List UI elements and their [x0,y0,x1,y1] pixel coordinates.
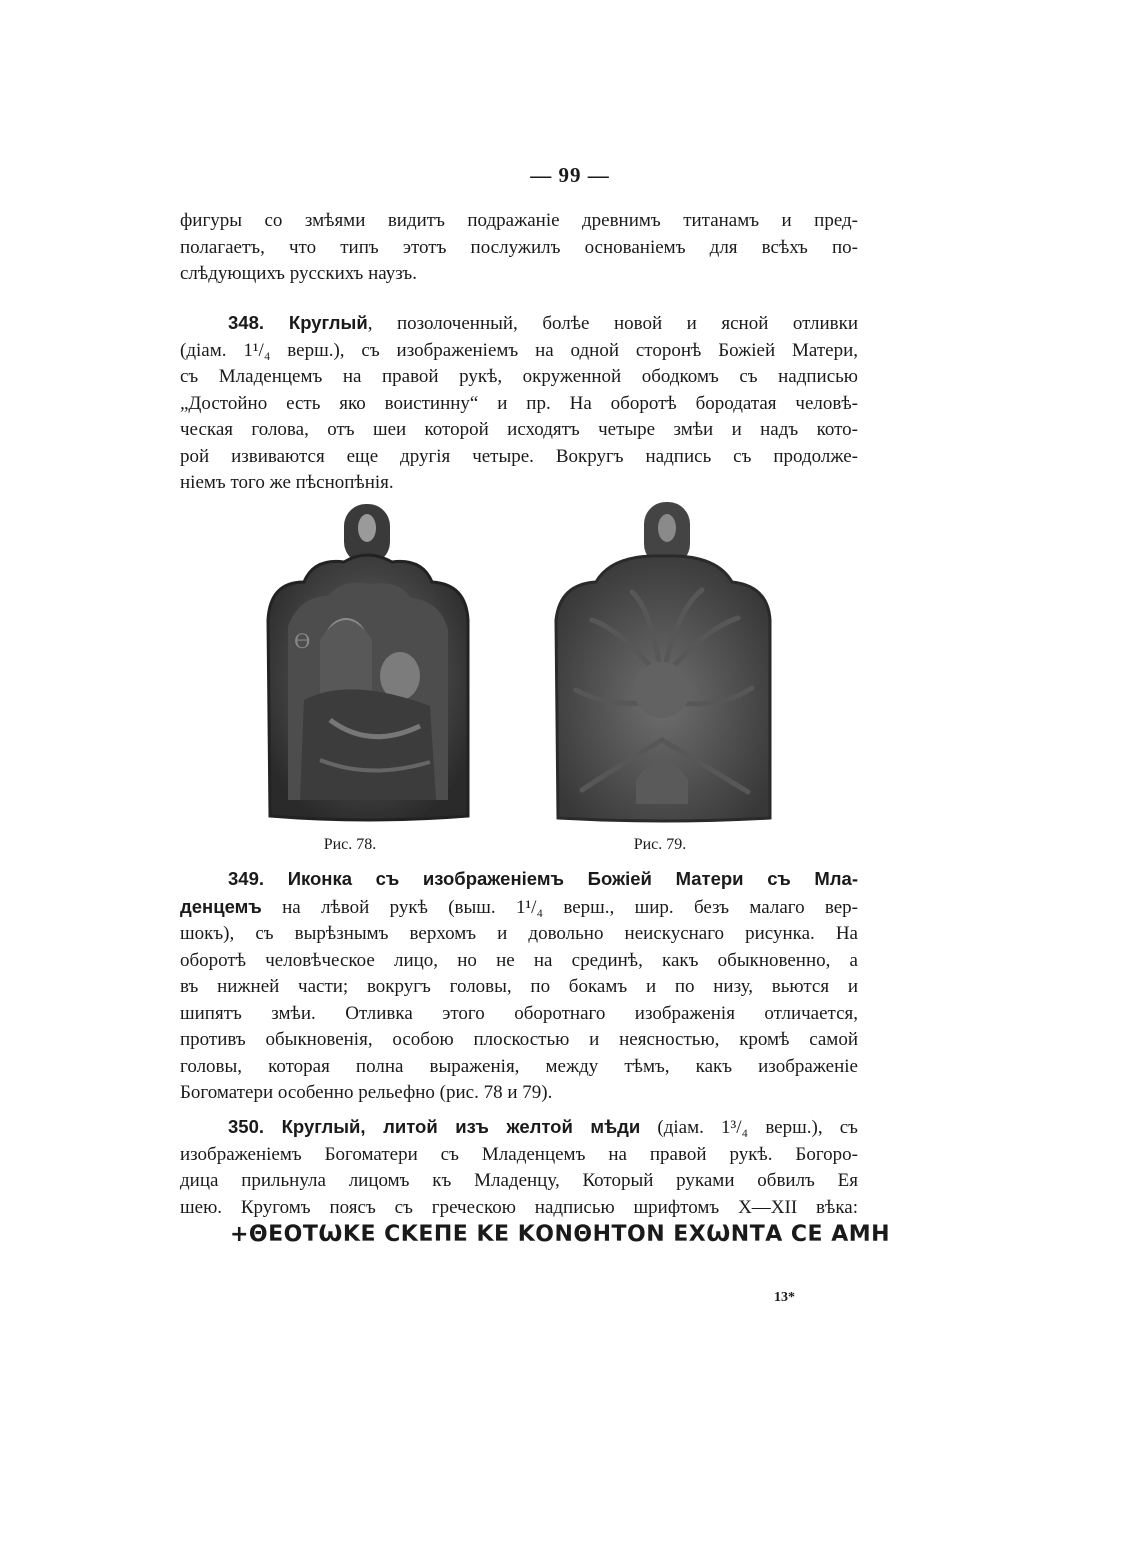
entry-title: Иконка съ изображеніемъ Божіей Матери съ Мла- [287,868,859,889]
page-number: — 99 — [530,163,610,187]
text-line: головы, которая полна выраженія, между тѣмъ, какъ изображеніе [180,1055,858,1077]
intro-paragraph [180,208,858,288]
figure-78-icon-obverse [260,500,476,824]
text-line: полагаетъ, что типъ этотъ послужилъ основаніемъ для всѣхъ по- [180,236,858,258]
text-line: противъ обыкновенія, особою плоскостью и неясностью, кромѣ самой [180,1029,858,1050]
text-line: „Достойно есть яко воистинну“ и пр. На оборотѣ бородатая человѣ- [180,392,858,414]
entry-text: (діам. 1³/₄ верш.), съ [640,1117,859,1138]
text-line: ческая голова, отъ шеи которой исходятъ четыре змѣи и надъ кото- [180,419,858,440]
caption-fig-79: Рис. 79. [633,836,687,853]
entry-349 [180,866,858,1107]
text-line: 350. Круглый, литой изъ желтой мѣди (діам. 1³/₄ верш.), съ [228,1116,859,1138]
text-line: рой извиваются еще другія четыре. Вокругъ надпись съ продолже- [180,445,858,467]
signature-mark: 13* [774,1290,795,1305]
entry-number: 348 [228,312,259,333]
figure-79-icon-reverse [552,500,774,824]
text-line: слѣдующихъ русскихъ наузъ. [180,263,417,284]
entry-title-cont: денцемъ [180,895,262,917]
text-line: изображеніемъ Богоматери съ Младенцемъ на правой рукѣ. Богоро- [180,1143,858,1165]
text-line: съ Младенцемъ на правой рукѣ, окруженной ободкомъ съ надписью [180,366,858,387]
caption-fig-78: Рис. 78. [323,836,377,853]
entry-text: , позолоченный, болѣе новой и ясной отливки [367,313,858,334]
entry-number: 350 [228,1116,259,1137]
text-line: 348. Круглый, позолоченный, болѣе новой и ясной отливки [228,312,858,334]
text-line: 349. Иконка съ изображеніемъ Божіей Матери съ Мла- [228,868,859,889]
text-line: шипятъ змѣи. Отливка этого оборотнаго изображенія отличается, [180,1002,858,1024]
entry-title: Круглый [288,312,368,333]
entry-number: 349 [228,868,259,889]
entry-text: на лѣвой рукѣ (выш. 1¹/₄ верш., шир. безъ малаго вер- [261,896,858,918]
text-line: (діам. 1¹/₄ верш.), съ изображеніемъ на одной сторонѣ Божіей Матери, [180,339,858,361]
text-line: Богоматери особенно рельефно (рис. 78 и 79). [180,1082,553,1103]
entry-350 [180,1114,858,1221]
entry-348 [180,310,858,497]
text-line [180,894,858,922]
text-line: шею. Кругомъ поясъ съ греческою надписью шрифтомъ X—XII вѣка: [180,1196,858,1218]
text-line: дица прильнула лицомъ къ Младенцу, Который руками обвилъ Ея [180,1170,858,1191]
svg-text:Ѳ: Ѳ [294,629,311,653]
text-line: шокъ), съ вырѣзнымъ верхомъ и довольно неискуснаго рисунка. На [180,923,858,944]
text-line: фигуры со змѣями видитъ подражаніе древнимъ титанамъ и пред- [180,210,858,231]
text-line: оборотѣ человѣческое лицо, но не на срединѣ, какъ обыкновенно, а [180,949,858,971]
text-line: въ нижней части; вокругъ головы, по бокамъ и по низу, вьются и [180,976,858,997]
entry-title: Круглый, литой изъ желтой мѣди [281,1116,641,1137]
greek-inscription: +ΘΕΟΤѠΚΕ СΚΕΠΕ ΚΕ ΚΟΝΘΗΤΟΝ ΕΧѠΝΤΑ СΕ ΑΜΗ [230,1222,891,1247]
text-line: ніемъ того же пѣснопѣнія. [180,472,394,493]
